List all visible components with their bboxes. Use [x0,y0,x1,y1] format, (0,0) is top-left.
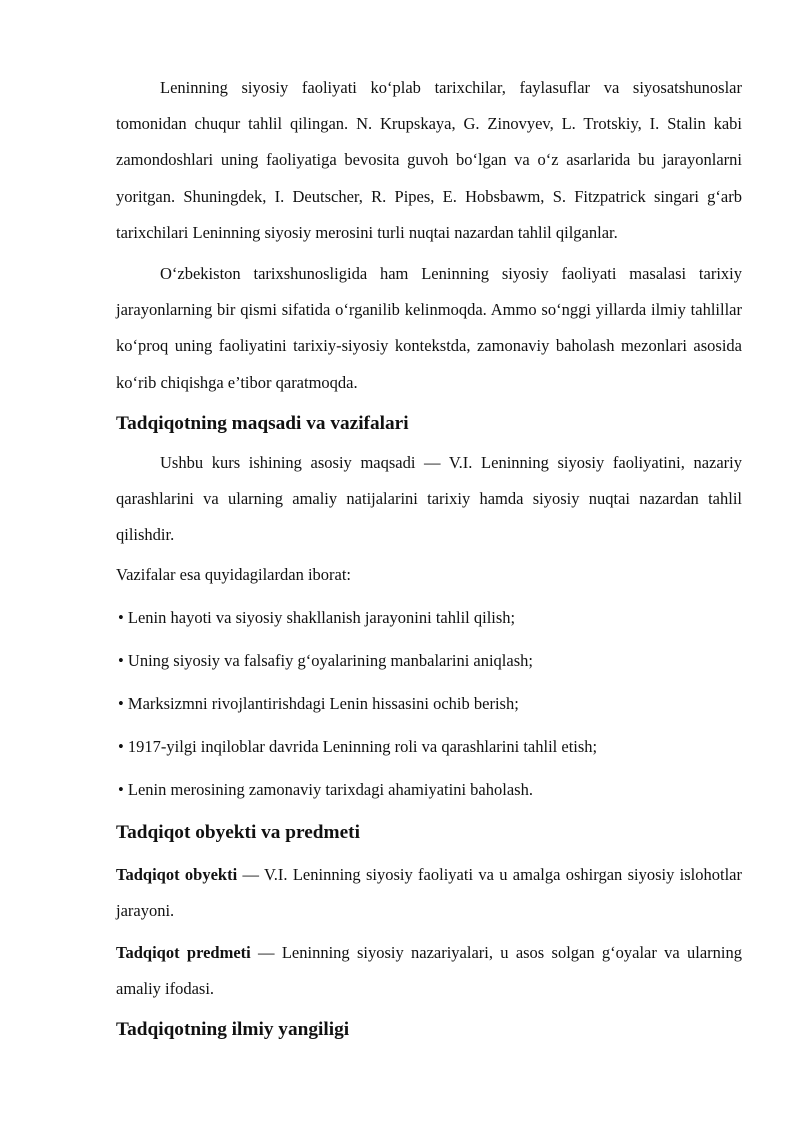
definition-subject-text: — Leninning siyosiy nazariyalari, u asos solgan g‘oyalar va ularning amaliy ifodasi. [116,943,743,999]
heading-aims-tasks: Tadqiqotning maqsadi va vazifalari [116,412,409,434]
list-item: • Lenin hayoti va siyosiy shakllanish jarayonini tahlil qilish; [118,608,516,628]
definition-object [116,857,742,929]
definition-subject [116,935,742,1007]
definition-object-term: Tadqiqot obyekti [116,865,238,885]
definition-subject-term: Tadqiqot predmeti [116,943,251,963]
definition-object-text: — V.I. Leninning siyosiy faoliyati va u amalga oshirgan siyosiy islohotlar jarayoni. [116,865,742,921]
paragraph-historiography: Leninning siyosiy faoliyati ko‘plab tarixchilar, faylasuflar va siyosatshunoslar tomonidan chuqur tahlil qilingan. N. Krupskaya, G. Zinovyev, L. Trotskiy, I. Stalin kabi zamondoshlari uning faoliyatiga bevosita guvoh bo‘lgan va o‘z asarlarida bu jarayonlarni yoritgan. Shuningdek, I. Deutscher, R. Pipes, E. Hobsbawm, S. Fitzpatrick singari g‘arb tarixchilari Leninning siyosiy merosini turli nuqtai nazardan tahlil qilganlar. [116,78,742,242]
list-item: • Uning siyosiy va falsafiy g‘oyalarining manbalarini aniqlash; [118,651,533,671]
tasks-list [116,600,742,808]
document-page [116,70,742,1048]
list-item: • Lenin merosining zamonaviy tarixdagi ahamiyatini baholash. [118,780,533,800]
list-item: • 1917-yilgi inqiloblar davrida Leninning roli va qarashlarini tahlil etish; [118,737,598,757]
list-item: • Marksizmni rivojlantirishdagi Lenin hissasini ochib berish; [118,694,519,714]
paragraph-uzbek-historiography: O‘zbekiston tarixshunosligida ham Leninning siyosiy faoliyati masalasi tarixiy jarayonlarning bir qismi sifatida o‘rganilib kelinmoqda. Ammo so‘nggi yillarda ilmiy tahlillar ko‘proq uning faoliyatini tarixiy-siyosiy kontekstda, zamonaviy baholash mezonlari asosida ko‘rib chiqishga e’tibor qaratmoqda. [116,264,742,392]
paragraph-main-aim: Ushbu kurs ishining asosiy maqsadi — V.I. Leninning siyosiy faoliyatini, nazariy qarashlarini va ularning amaliy natijalarini tarixiy hamda siyosiy nuqtai nazardan tahlil qilishdir. [116,452,742,545]
heading-scientific-novelty: Tadqiqotning ilmiy yangiligi [116,1019,350,1041]
heading-object-subject: Tadqiqot obyekti va predmeti [116,822,360,844]
tasks-intro: Vazifalar esa quyidagilardan iborat: [116,565,352,585]
